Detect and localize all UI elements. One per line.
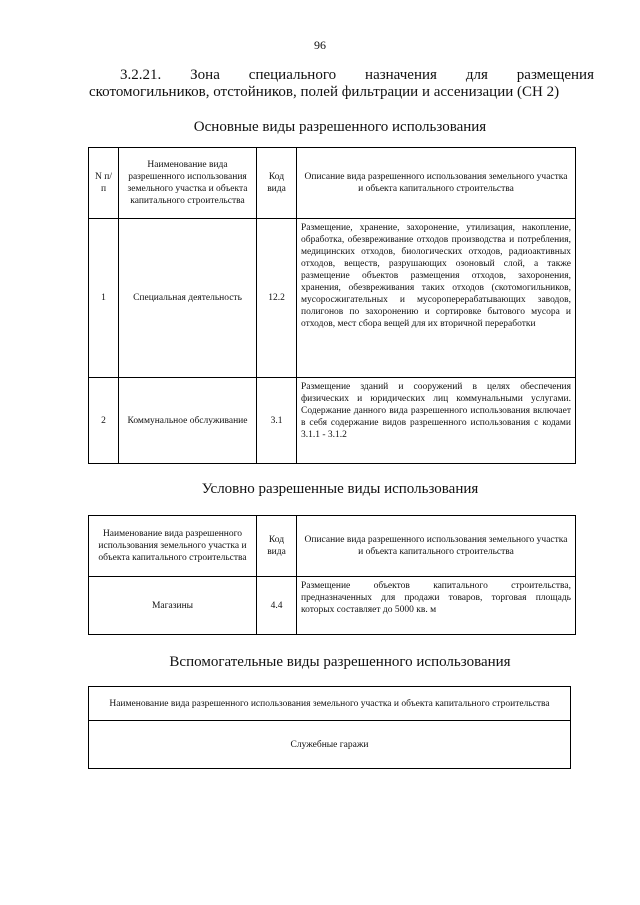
header-name: Наименование вида разрешенного использования земельного участка и объекта капитального строительства <box>89 516 257 577</box>
table-row <box>89 219 576 378</box>
row-code: 12.2 <box>257 219 297 378</box>
main-uses-table <box>88 147 576 464</box>
main-uses-title: Основные виды разрешенного использования <box>193 119 487 135</box>
header-name: Наименование вида разрешенного использования земельного участка и объекта капитального строительства <box>119 148 257 219</box>
table-header-row <box>89 148 576 219</box>
row-name: Служебные гаражи <box>89 721 571 769</box>
page-number: 96 <box>314 38 326 52</box>
row-description: Размещение, хранение, захоронение, утилизация, накопление, обработка, обезвреживание отходов производства и потребления, медицинских отходов, биологических отходов, радиоактивных отходов, веществ, разрушающих озоновый слой, а также размещение объектов размещения отходов, захоронения, хранения, обезвреживания таких отходов (скотомогильников, мусоросжигательных и мусороперерабатывающих заводов, полигонов по захоронению и сортировке бытового мусора и отходов, мест сбора вещей для их вторичной переработки <box>297 219 576 378</box>
auxiliary-uses-title: Вспомогательные виды разрешенного использования <box>169 654 511 670</box>
row-code: 3.1 <box>257 378 297 464</box>
table-header-row <box>89 687 571 721</box>
header-description: Описание вида разрешенного использования земельного участка и объекта капитального строительства <box>297 148 576 219</box>
heading-word: специального <box>248 67 337 83</box>
heading-word: назначения <box>365 67 437 83</box>
heading-word: для <box>465 67 488 83</box>
conditional-uses-table <box>88 515 576 635</box>
header-num: N п/п <box>89 148 119 219</box>
auxiliary-uses-table <box>88 686 571 769</box>
table-row <box>89 378 576 464</box>
row-name: Магазины <box>89 577 257 635</box>
header-name: Наименование вида разрешенного использования земельного участка и объекта капитального строительства <box>89 687 571 721</box>
heading-line-2: скотомогильников, отстойников, полей фильтрации и ассенизации (СН 2) <box>89 84 560 100</box>
heading-word: Зона <box>190 67 220 83</box>
row-num: 2 <box>89 378 119 464</box>
table-header-row <box>89 516 576 577</box>
header-code: Код вида <box>257 516 297 577</box>
table-row <box>89 721 571 769</box>
row-name: Специальная деятельность <box>119 219 257 378</box>
row-num: 1 <box>89 219 119 378</box>
heading-word: размещения <box>516 67 594 83</box>
heading-line-1 <box>120 67 594 84</box>
conditional-uses-title: Условно разрешенные виды использования <box>201 481 479 497</box>
table-row <box>89 577 576 635</box>
row-code: 4.4 <box>257 577 297 635</box>
section-heading <box>89 67 594 101</box>
header-code: Код вида <box>257 148 297 219</box>
row-description: Размещение объектов капитального строительства, предназначенных для продажи товаров, торговая площадь которых составляет до 5000 кв. м <box>297 577 576 635</box>
row-description: Размещение зданий и сооружений в целях обеспечения физических и юридических лиц коммунальными услугами. Содержание данного вида разрешенного использования включает в себя содержание видов разрешенного использования с кодами 3.1.1 - 3.1.2 <box>297 378 576 464</box>
row-name: Коммунальное обслуживание <box>119 378 257 464</box>
header-description: Описание вида разрешенного использования земельного участка и объекта капитального строительства <box>297 516 576 577</box>
heading-word: 3.2.21. <box>120 67 162 83</box>
